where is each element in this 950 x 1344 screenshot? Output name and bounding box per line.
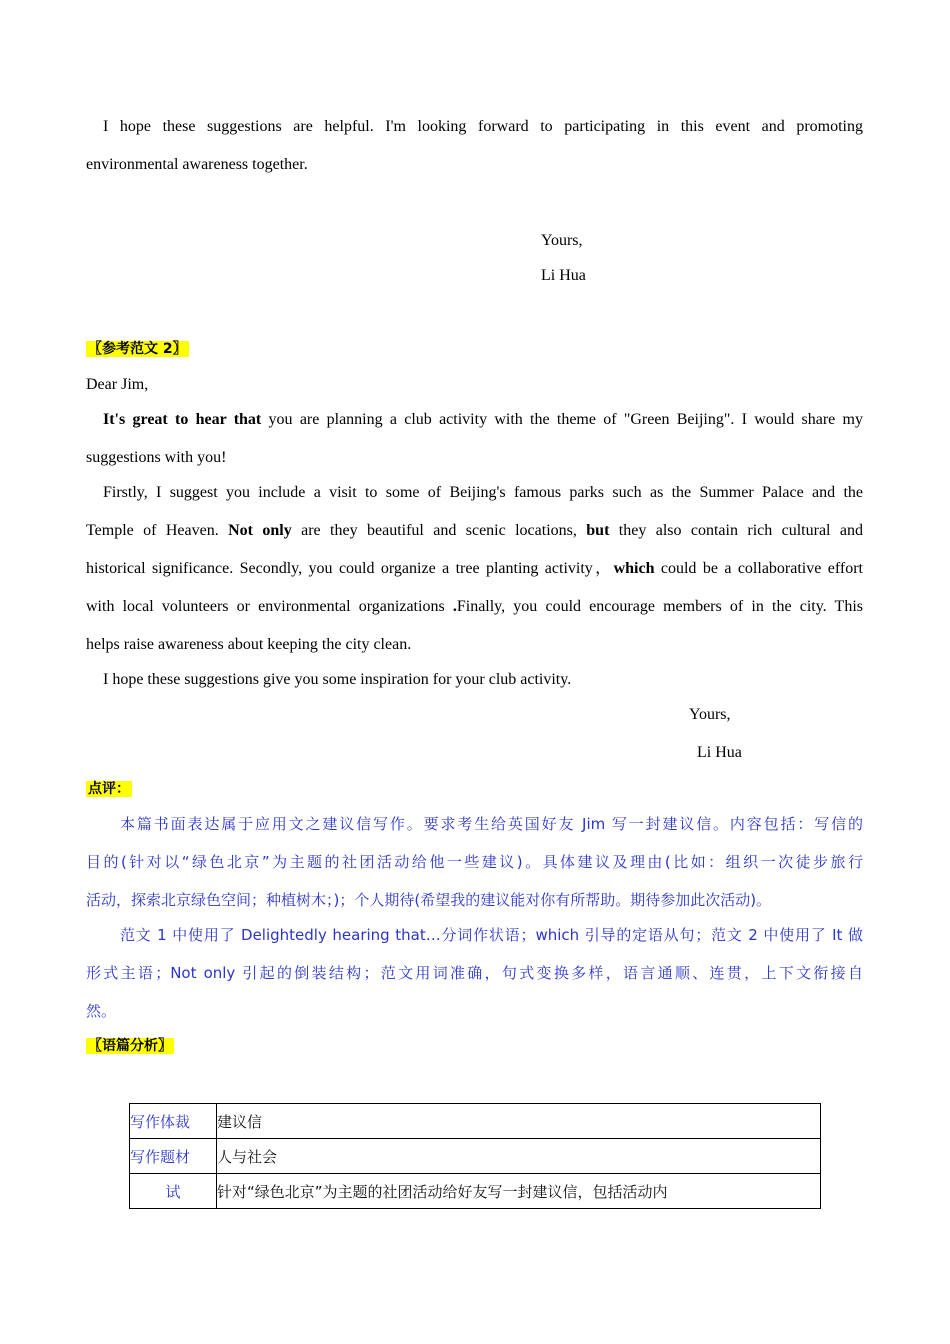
sample2-p2-line2-b: are they beautiful and scenic locations, — [291, 522, 587, 539]
letter1-closing-line2: environmental awareness together. — [86, 156, 308, 173]
sample2-p2-line5: helps raise awareness about keeping the city clean. — [86, 636, 412, 653]
sample2-p2-period: . — [452, 598, 457, 615]
sample2-signature: Li Hua — [697, 744, 742, 761]
analysis-heading-label: 〖语篇分析〗 — [88, 1038, 172, 1054]
table-row — [130, 1174, 821, 1209]
sample2-p1-line1 — [103, 410, 863, 430]
sample2-p2-not-only: Not only — [228, 522, 292, 539]
sample2-heading-label: 〖参考范文 2〗 — [88, 341, 187, 357]
table-row — [130, 1139, 821, 1174]
sample2-heading — [86, 339, 863, 359]
sample2-salutation: Dear Jim, — [86, 376, 149, 393]
sample2-p2-line4-b: Finally, you could encourage members of in the city. This — [456, 598, 864, 615]
sample2-p2-line4 — [86, 597, 863, 617]
analysis-key: 写作题材 — [130, 1139, 217, 1174]
analysis-value: 建议信 — [217, 1104, 821, 1139]
letter1-yours: Yours, — [541, 232, 583, 249]
sample2-yours: Yours, — [689, 706, 731, 723]
comment-p1-line2: 目的(针对以“绿色北京”为主题的社团活动给他一些建议)。具体建议及理由(比如：组织一次徒步旅行 — [86, 853, 863, 871]
sample2-p2-line3-b: could be a collaborative effort — [654, 560, 863, 577]
analysis-key: 写作体裁 — [130, 1104, 217, 1139]
sample2-p2-line3 — [86, 559, 863, 579]
analysis-value: 针对“绿色北京”为主题的社团活动给好友写一封建议信，包括活动内 — [217, 1174, 821, 1209]
comment-p2-line3: 然。 — [86, 1002, 117, 1020]
analysis-value: 人与社会 — [217, 1139, 821, 1174]
sample2-p2-line2-c: they also contain rich cultural and — [609, 522, 863, 539]
sample2-p2-which: which — [613, 560, 655, 577]
sample2-p1-bold: It's great to hear that — [103, 411, 262, 428]
analysis-heading — [86, 1036, 863, 1056]
comment-heading — [86, 779, 863, 799]
sample2-p2-line2 — [86, 521, 863, 541]
comment-p2-line1: 范文 1 中使用了 Delightedly hearing that…分词作状语；which 引导的定语从句；范文 2 中使用了 It 做 — [120, 926, 863, 944]
letter1-signature: Li Hua — [541, 267, 586, 284]
sample2-p2-but: but — [586, 522, 610, 539]
comment-p1-line1: 本篇书面表达属于应用文之建议信写作。要求考生给英国好友 Jim 写一封建议信。内容包括：写信的 — [120, 815, 863, 833]
analysis-key: 试 — [130, 1174, 217, 1209]
analysis-table — [129, 1103, 821, 1209]
table-row — [130, 1104, 821, 1139]
comment-p1-line3: 活动，探索北京绿色空间；种植树木；)；个人期待(希望我的建议能对你有所帮助。期待参加此次活动)。 — [86, 891, 772, 909]
sample2-p1-rest: you are planning a club activity with the theme of "Green Beijing". I would share my — [261, 411, 863, 428]
sample2-p2-line3-a: historical significance. Secondly, you could organize a tree planting activity， — [86, 560, 614, 577]
sample2-p3: I hope these suggestions give you some inspiration for your club activity. — [103, 671, 572, 688]
comment-p2-line2: 形式主语；Not only 引起的倒装结构；范文用词准确，句式变换多样，语言通顺、连贯，上下文衔接自 — [86, 964, 863, 982]
sample2-p2-line2-a: Temple of Heaven. — [86, 522, 229, 539]
comment-heading-label: 点评： — [88, 781, 130, 797]
sample2-p2-line4-a: with local volunteers or environmental organizations — [86, 598, 453, 615]
sample2-p2-line1: Firstly, I suggest you include a visit to some of Beijing's famous parks such as the Summer Palace and the — [103, 484, 863, 501]
letter1-closing-line1: I hope these suggestions are helpful. I'm looking forward to participating in this event and promoting — [103, 118, 863, 135]
sample2-p1-line2: suggestions with you! — [86, 449, 227, 466]
